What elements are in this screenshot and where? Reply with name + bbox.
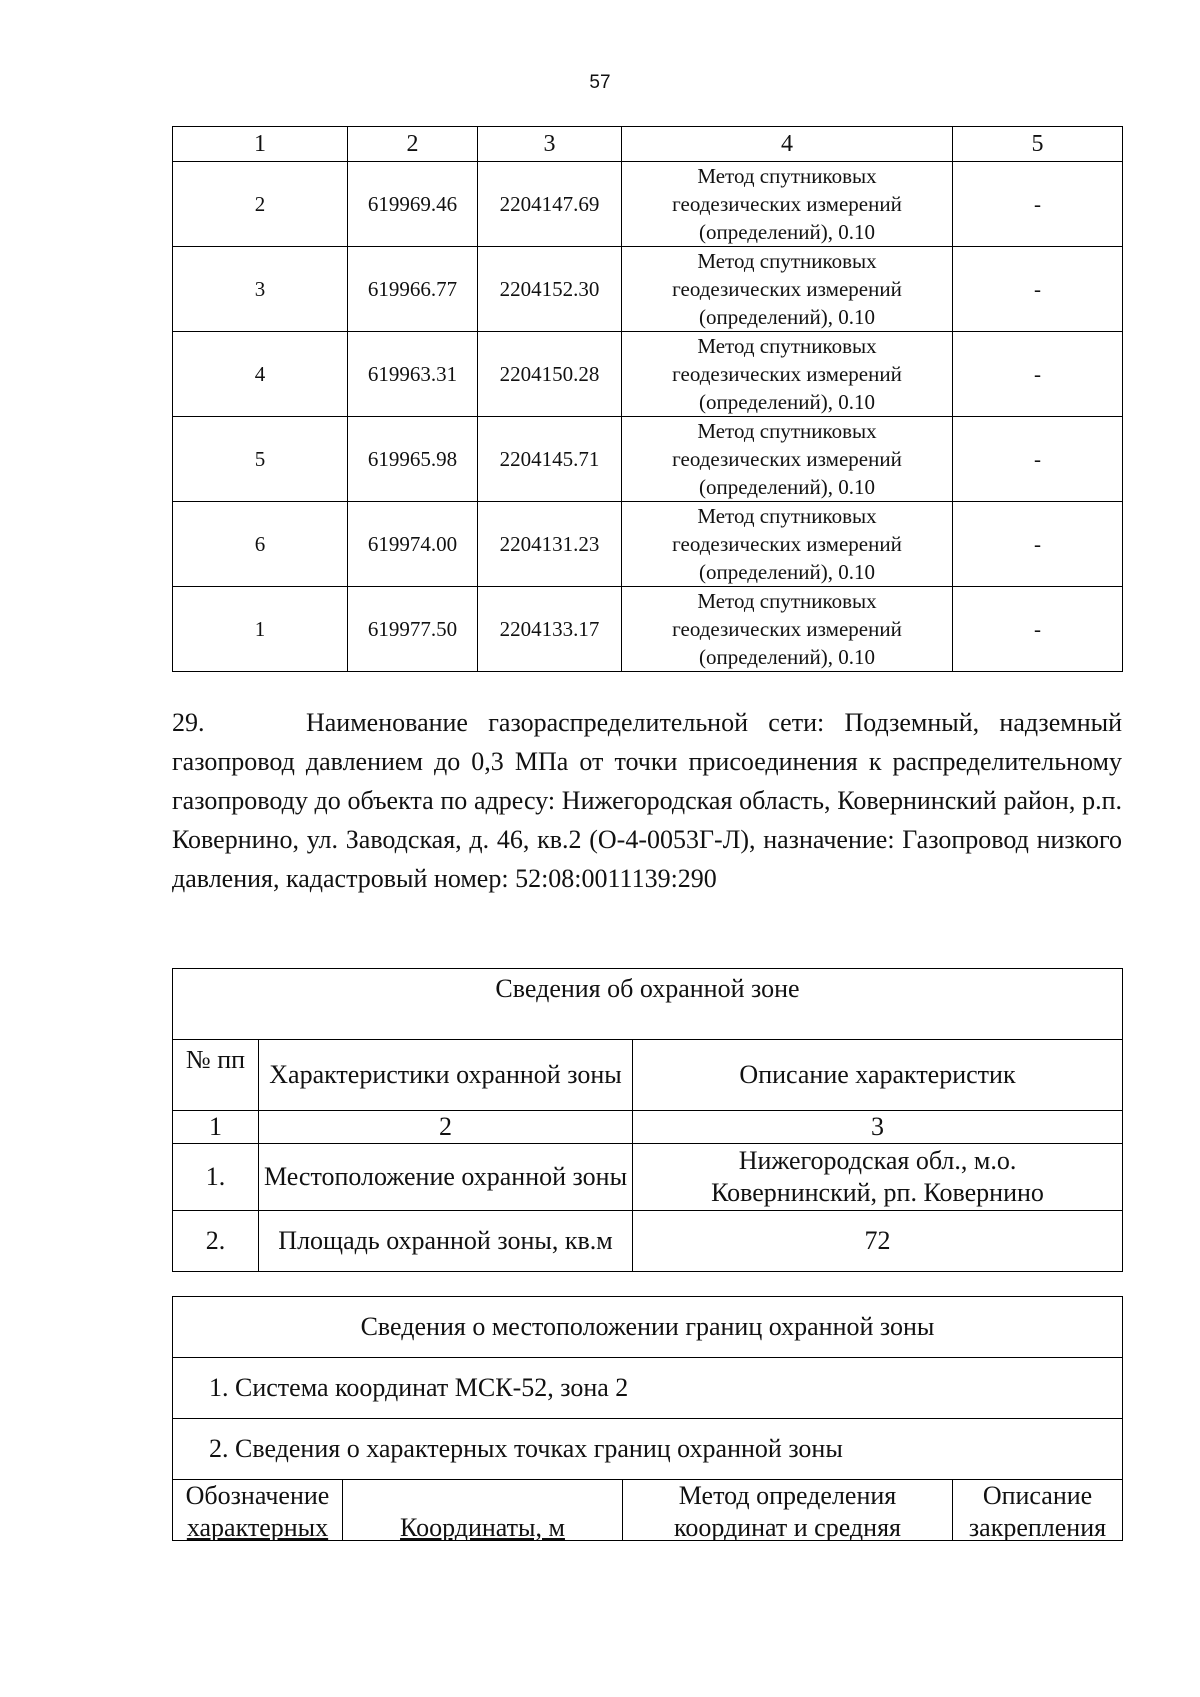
point-cell: 5 (173, 417, 348, 502)
table-row (173, 247, 1123, 332)
method-header: Метод определения координат и средняя (623, 1480, 953, 1541)
boundary-location-table (172, 1296, 1123, 1541)
coordinate-system-text: 1. Система координат МСК-52, зона 2 (173, 1358, 1123, 1419)
desc-cell: - (953, 247, 1123, 332)
x-cell: 619977.50 (348, 587, 478, 672)
x-cell: 619963.31 (348, 332, 478, 417)
table-row (173, 417, 1123, 502)
desc-cell: - (953, 332, 1123, 417)
header-cell: 4 (622, 127, 953, 162)
method-cell: Метод спутниковых геодезических измерений (определений), 0.10 (622, 332, 953, 417)
column-number: 1 (173, 1111, 259, 1144)
coordinates-table (172, 126, 1123, 672)
method-cell: Метод спутниковых геодезических измерений (определений), 0.10 (622, 417, 953, 502)
protection-zone-table (172, 968, 1123, 1272)
boundary-table-header-row (173, 1480, 1123, 1541)
point-cell: 3 (173, 247, 348, 332)
col-description-header: Описание характеристик (633, 1040, 1123, 1111)
table-row (173, 502, 1123, 587)
table-header-row (173, 127, 1123, 162)
zone-table-title-row (173, 969, 1123, 1040)
method-cell: Метод спутниковых геодезических измерений (определений), 0.10 (622, 247, 953, 332)
x-cell: 619965.98 (348, 417, 478, 502)
point-cell: 1 (173, 587, 348, 672)
description-cell: 72 (633, 1211, 1123, 1272)
row-number: 2. (173, 1211, 259, 1272)
method-cell: Метод спутниковых геодезических измерений (определений), 0.10 (622, 502, 953, 587)
points-info-text: 2. Сведения о характерных точках границ охранной зоны (173, 1419, 1123, 1480)
table-row (173, 1211, 1123, 1272)
desc-cell: - (953, 587, 1123, 672)
x-cell: 619974.00 (348, 502, 478, 587)
points-info-row (173, 1419, 1123, 1480)
point-cell: 2 (173, 162, 348, 247)
table-row (173, 162, 1123, 247)
header-cell: 3 (478, 127, 622, 162)
y-cell: 2204147.69 (478, 162, 622, 247)
header-cell: 2 (348, 127, 478, 162)
table-row (173, 587, 1123, 672)
characteristic-cell: Местоположение охранной зоны (259, 1144, 633, 1211)
table-row (173, 1144, 1123, 1211)
description-cell: Нижегородская обл., м.о. Ковернинский, рп. Ковернино (633, 1144, 1123, 1211)
zone-table-header-row (173, 1040, 1123, 1111)
y-cell: 2204152.30 (478, 247, 622, 332)
column-number: 2 (259, 1111, 633, 1144)
coordinates-header: Координаты, м (343, 1480, 623, 1541)
method-cell: Метод спутниковых геодезических измерений (определений), 0.10 (622, 587, 953, 672)
desc-cell: - (953, 502, 1123, 587)
method-cell: Метод спутниковых геодезических измерений (определений), 0.10 (622, 162, 953, 247)
y-cell: 2204133.17 (478, 587, 622, 672)
col-characteristics-header: Характеристики охранной зоны (259, 1040, 633, 1111)
table-row (173, 332, 1123, 417)
desc-cell: - (953, 162, 1123, 247)
coordinate-system-row (173, 1358, 1123, 1419)
network-description-paragraph: 29. Наименование газораспределительной сети: Подземный, надземный газопровод давлением до 0,3 МПа от точки присоединения к распределительному газопроводу до объекта по адресу: Нижегородская область, Ковернинский район, р.п. Ковернино, ул. Заводская, д. 46, кв.2 (О-4-0053Г-Л), назначение: Газопровод низкого давления, кадастровый номер: 52:08:0011139:290 (172, 708, 1122, 893)
y-cell: 2204131.23 (478, 502, 622, 587)
header-cell: 1 (173, 127, 348, 162)
fixing-description-header: Описание закрепления (953, 1480, 1123, 1541)
row-number: 1. (173, 1144, 259, 1211)
y-cell: 2204145.71 (478, 417, 622, 502)
y-cell: 2204150.28 (478, 332, 622, 417)
desc-cell: - (953, 417, 1123, 502)
col-number-header: № пп (173, 1040, 259, 1111)
zone-table-number-row (173, 1111, 1123, 1144)
header-cell: 5 (953, 127, 1123, 162)
boundary-table-title: Сведения о местоположении границ охранной зоны (173, 1297, 1123, 1358)
column-number: 3 (633, 1111, 1123, 1144)
x-cell: 619966.77 (348, 247, 478, 332)
point-cell: 6 (173, 502, 348, 587)
point-cell: 4 (173, 332, 348, 417)
boundary-table-title-row (173, 1297, 1123, 1358)
characteristic-cell: Площадь охранной зоны, кв.м (259, 1211, 633, 1272)
x-cell: 619969.46 (348, 162, 478, 247)
zone-table-title: Сведения об охранной зоне (173, 969, 1123, 1040)
designation-header: Обозначение характерных (173, 1480, 343, 1541)
page-number: 57 (589, 72, 611, 93)
